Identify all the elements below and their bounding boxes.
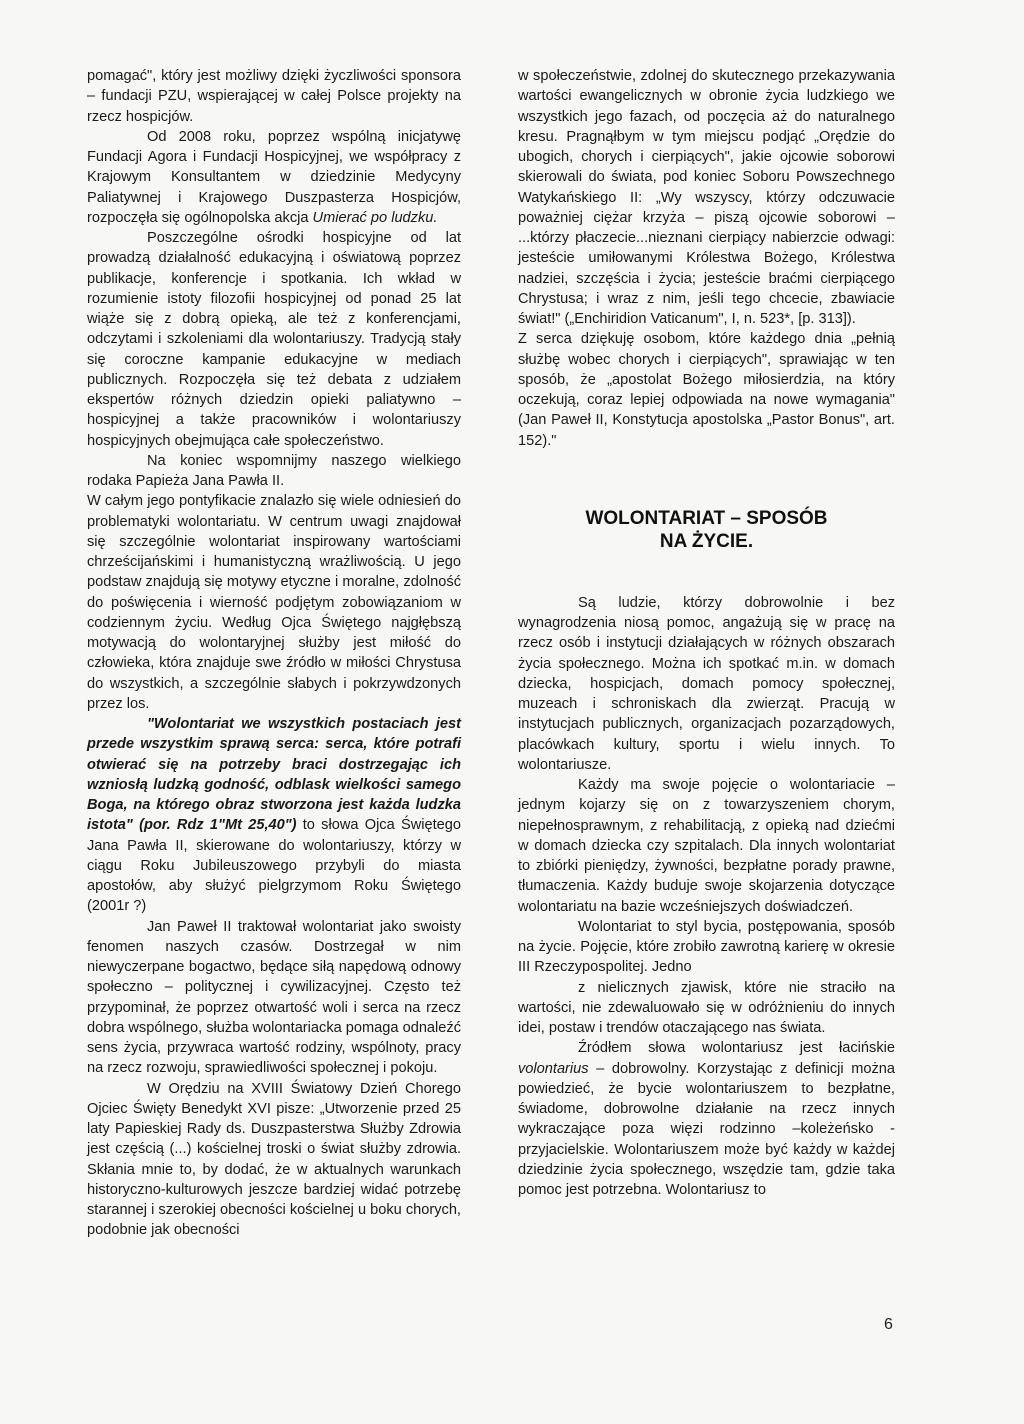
heading-line: WOLONTARIAT – SPOSÓB bbox=[585, 507, 828, 529]
paragraph bbox=[87, 714, 461, 917]
pope-quote: "Wolontariat we wszystkich postaciach jest przede wszystkim sprawą serca: serca, które potrafi otwierać się na potrzeby braci dostrzegając ich wzniosłą ludzką godność, odblask wielkości samego Boga, na którego obraz stworzona jest każda ludzka istota" (por. Rdz 1"Mt 25,40") bbox=[87, 716, 461, 834]
paragraph: Każdy ma swoje pojęcie o wolontariacie – jednym kojarzy się on z towarzyszeniem chorym, niepełnosprawnym, z rehabilitacją, z opieką nad dziećmi w domach dziecka czy szpitalach. Dla innych wolontariat to zbiórki pieniędzy, żywności, bezpłatne porady prawne, tłumaczenia. Każdy buduje swoje skojarzenia dotyczące wolontariatu na bazie wcześniejszych doświadczeń. bbox=[518, 777, 895, 915]
page-number: 6 bbox=[884, 1316, 893, 1333]
paragraph bbox=[87, 127, 461, 228]
paragraph: W Orędziu na XVIII Światowy Dzień Chorego Ojciec Święty Benedykt XVI pisze: „Utworzenie przed 25 laty Papieskiej Rady ds. Duszpasterstwa Służby Zdrowia jest częścią (...) kościelnej troski o świat służby zdrowia. Skłania mnie to, by dodać, że w aktualnych warunkach historyczno-kulturowych jeszcze bardziej widać potrzebę starannej i szerokiej obecności kościelnej u boku chorych, podobnie jak obecności bbox=[87, 1080, 461, 1239]
latin-term: volontarius bbox=[518, 1060, 589, 1077]
paragraph-text: to słowa Ojca Świętego Jana Pawła II, skierowane do wolontariuszy, którzy w ciągu Roku Jubileuszowego przybyli do miasta apostołów, aby służyć pielgrzymom Roku Świętego (2001r ?) bbox=[87, 817, 461, 915]
paragraph: Wolontariat to styl bycia, postępowania, sposób na życie. Pojęcie, które zrobiło zawrotną karierę w okresie III Rzeczypospolitej. Jedno bbox=[518, 918, 895, 976]
paragraph: w społeczeństwie, zdolnej do skutecznego przekazywania wartości ewangelicznych w obronie życia ludzkiego we wszystkich jego fazach, od poczęcia aż do naturalnego kresu. Pragnąłbym w tym miejscu podjąć „Orędzie do ubogich, chorych i cierpiących", jakie ojcowie soborowi skierowali do świata, pod koniec Soboru Powszechnego Watykańskiego II: „Wy wszyscy, którzy odczuwacie poważniej ciężar krzyża – piszą ojcowie soborowi – ...którzy płaczecie...nieznani cierpiący nabierzcie odwagi: jesteście umiłowanymi Królestwa Bożego, Królestwa nadziei, szczęścia i życia; jesteście braćmi cierpiącego Chrystusa; i wraz z nim, jeśli tego chcecie, zbawiacie świat!" („Enchiridion Vaticanum", I, n. 523*, [p. 313]). bbox=[518, 68, 895, 327]
campaign-name: Umierać po ludzku. bbox=[312, 209, 438, 226]
paragraph: Są ludzie, którzy dobrowolnie i bez wynagrodzenia niosą pomoc, angażują się w pracę na rzecz osób i instytucji działających w różnych obszarach życia społecznego. Można ich spotkać m.in. w domach dziecka, hospicjach, domach pomocy społecznej, muzeach i schroniskach dla zwierząt. Pracują w instytucjach publicznych, organizacjach pozarządowych, placówkach kultury, sportu i wielu innych. To wolontariusze. bbox=[518, 594, 895, 773]
paragraph-text: – dobrowolny. Korzystając z definicji można powiedzieć, że bycie wolontariuszem to bezpłatne, świadome, dobrowolne działanie na rzecz innych wykraczające poza więzi rodzinno –koleżeńsko - przyjacielskie. Wolontariuszem może być każdy w każdej dziedzinie życia społecznego, wszędzie tam, gdzie taka pomoc jest potrzebna. Wolontariusz to bbox=[518, 1060, 895, 1198]
paragraph: pomagać", który jest możliwy dzięki życzliwości sponsora – fundacji PZU, wspierającej w całej Polsce projekty na rzecz hospicjów. bbox=[87, 68, 461, 125]
paragraph: Poszczególne ośrodki hospicyjne od lat prowadzą działalność edukacyjną i oświatową poprzez publikacje, konferencje i spotkania. Ich wkład w rozumienie istoty filozofii hospicyjnej od ponad 25 lat wiąże się z dobrą opieką, ale też z konferencjami, odczytami i szkoleniami dla wolontariuszy. Tradycją stały się coroczne kampanie edukacyjne w mediach publicznych. Rozpoczęła się też debata z udziałem ekspertów różnych dziedzin opieki paliatywno – hospicyjnej a także pracowników i wolontariuszy hospicyjnych obejmująca całe społeczeństwo. bbox=[87, 230, 461, 449]
paragraph: Jan Paweł II traktował wolontariat jako swoisty fenomen naszych czasów. Dostrzegał w nim niewyczerpane bogactwo, będące siłą napędową odnowy społeczno – politycznej i cywilizacyjnej. Często też przypominał, że poprzez otwartość woli i serca na rzecz dobra wspólnego, służba wolontariacka pomaga odnaleźć sens życia, przywraca wartość rodziny, wspólnoty, pracy na rzecz rozwoju, sprawiedliwości społecznej i pokoju. bbox=[87, 918, 462, 1077]
right-column bbox=[518, 66, 895, 1200]
paragraph: z nielicznych zjawisk, które nie straciło na wartości, nie zdewaluowało się w odróżnieniu do innych idei, postaw i trendów otaczającego nas świata. bbox=[518, 979, 895, 1036]
left-column bbox=[87, 66, 461, 1241]
paragraph-text: Od 2008 roku, poprzez wspólną inicjatywę Fundacji Agora i Fundacji Hospicyjnej, we współpracy z Krajowym Konsultantem w dziedzinie Medycyny Paliatywnej i Krajowego Duszpasterza Hospicjów, rozpoczęła się ogólnopolska akcja bbox=[87, 128, 461, 226]
paragraph bbox=[518, 1038, 895, 1200]
heading-line: NA ŻYCIE. bbox=[659, 530, 754, 552]
paragraph: Z serca dziękuję osobom, które każdego dnia „pełnią służbę wobec chorych i cierpiących", sprawiając w ten sposób, że „apostolat Bożego miłosierdzia, na który oczekują, coraz lepiej odpowiada na nowe wymagania" (Jan Paweł II, Konstytucja apostolska „Pastor Bonus", art. 152)." bbox=[518, 331, 895, 449]
section-heading bbox=[518, 507, 895, 553]
paragraph: W całym jego pontyfikacie znalazło się wiele odniesień do problematyki wolontariatu. W centrum uwagi znajdował się szczególnie wolontariat inspirowany wartościami chrześcijańskimi i humanistyczną wrażliwością. U jego podstaw znajdują się motywy etyczne i moralne, zdolność do poświęcenia i wierność podjętym zobowiązaniom w codziennym życiu. Według Ojca Świętego najgłębszą motywacją do wolontaryjnej służby jest miłość do człowieka, która znajduje swe źródło w miłości Chrystusa do wszystkich, a szczególnie słabych i pokrzywdzonych przez los. bbox=[87, 493, 461, 712]
paragraph-text: Źródłem słowa wolontariusz jest łacińskie bbox=[578, 1040, 895, 1057]
paragraph: Na koniec wspomnijmy naszego wielkiego rodaka Papieża Jana Pawła II. bbox=[87, 452, 461, 489]
